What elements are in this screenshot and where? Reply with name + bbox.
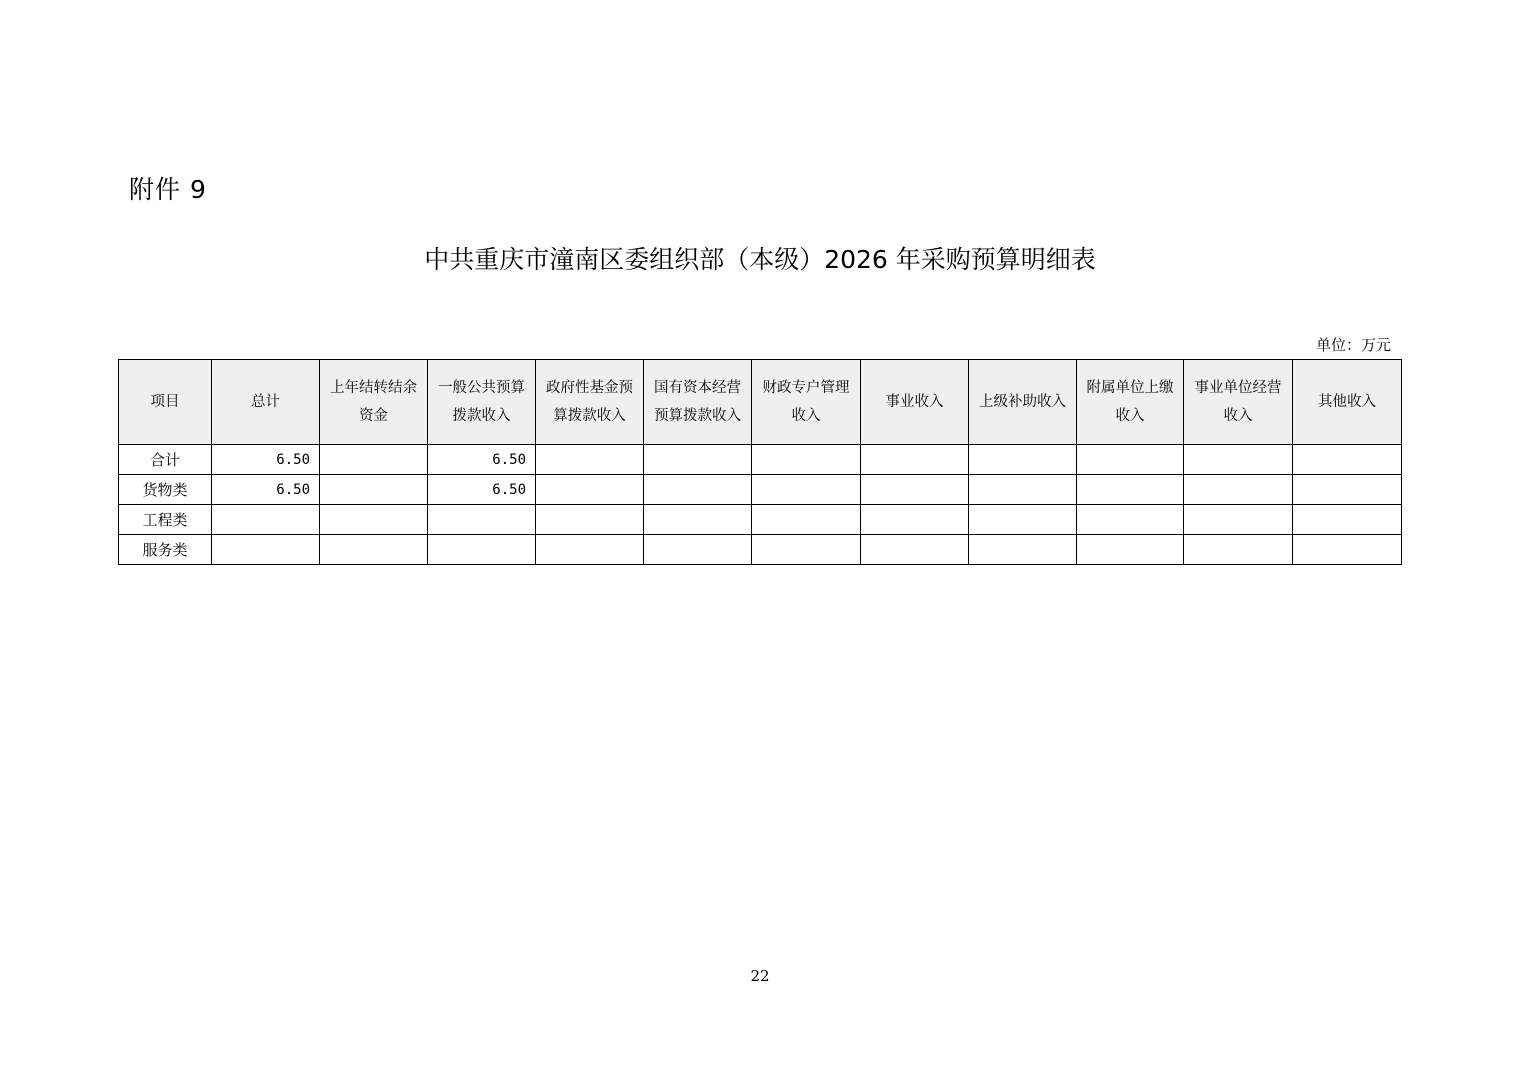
value-cell [752,475,861,505]
header-cell: 政府性基金预算拨款收入 [536,360,644,445]
header-cell: 附属单位上缴收入 [1077,360,1184,445]
value-cell [644,445,752,475]
unit-label: 单位：万元 [1315,336,1391,354]
page-number: 22 [750,967,770,985]
table-row [119,505,1402,535]
value-cell [644,505,752,535]
value-cell [212,535,320,565]
header-cell: 财政专户管理收入 [752,360,861,445]
value-cell [861,475,969,505]
value-cell [1184,475,1293,505]
value-cell [536,535,644,565]
attachment-label: 附件 9 [129,175,207,204]
value-cell: 6.50 [212,475,320,505]
value-cell [752,445,861,475]
value-cell [969,475,1077,505]
value-cell [1184,505,1293,535]
row-item-cell: 货物类 [119,475,212,505]
header-cell: 其他收入 [1293,360,1402,445]
value-cell [320,535,428,565]
value-cell [320,445,428,475]
value-cell [320,505,428,535]
value-cell [536,445,644,475]
value-cell [1184,535,1293,565]
header-cell: 国有资本经营预算拨款收入 [644,360,752,445]
value-cell: 6.50 [212,445,320,475]
table-row [119,475,1402,505]
value-cell [644,475,752,505]
value-cell [969,445,1077,475]
document-title: 中共重庆市潼南区委组织部（本级）2026 年采购预算明细表 [424,245,1096,274]
header-cell: 一般公共预算拨款收入 [428,360,536,445]
row-item-cell: 服务类 [119,535,212,565]
value-cell [644,535,752,565]
value-cell: 6.50 [428,475,536,505]
row-item-cell: 合计 [119,445,212,475]
table-header-row [119,360,1402,445]
row-item-cell: 工程类 [119,505,212,535]
value-cell [1293,445,1402,475]
header-cell: 总计 [212,360,320,445]
value-cell [1293,505,1402,535]
value-cell [752,505,861,535]
value-cell [861,505,969,535]
value-cell [428,505,536,535]
header-cell: 事业单位经营收入 [1184,360,1293,445]
value-cell [1293,475,1402,505]
value-cell [1077,505,1184,535]
value-cell [861,535,969,565]
procurement-budget-table [118,359,1402,565]
table-row [119,535,1402,565]
value-cell [969,535,1077,565]
value-cell [320,475,428,505]
header-cell: 项目 [119,360,212,445]
value-cell [1077,445,1184,475]
value-cell [1077,535,1184,565]
value-cell [428,535,536,565]
value-cell [969,505,1077,535]
header-cell: 上年结转结余资金 [320,360,428,445]
value-cell [212,505,320,535]
value-cell [752,535,861,565]
value-cell [536,505,644,535]
value-cell [1293,535,1402,565]
value-cell [536,475,644,505]
table-row [119,445,1402,475]
value-cell: 6.50 [428,445,536,475]
value-cell [1184,445,1293,475]
value-cell [1077,475,1184,505]
value-cell [861,445,969,475]
header-cell: 事业收入 [861,360,969,445]
header-cell: 上级补助收入 [969,360,1077,445]
